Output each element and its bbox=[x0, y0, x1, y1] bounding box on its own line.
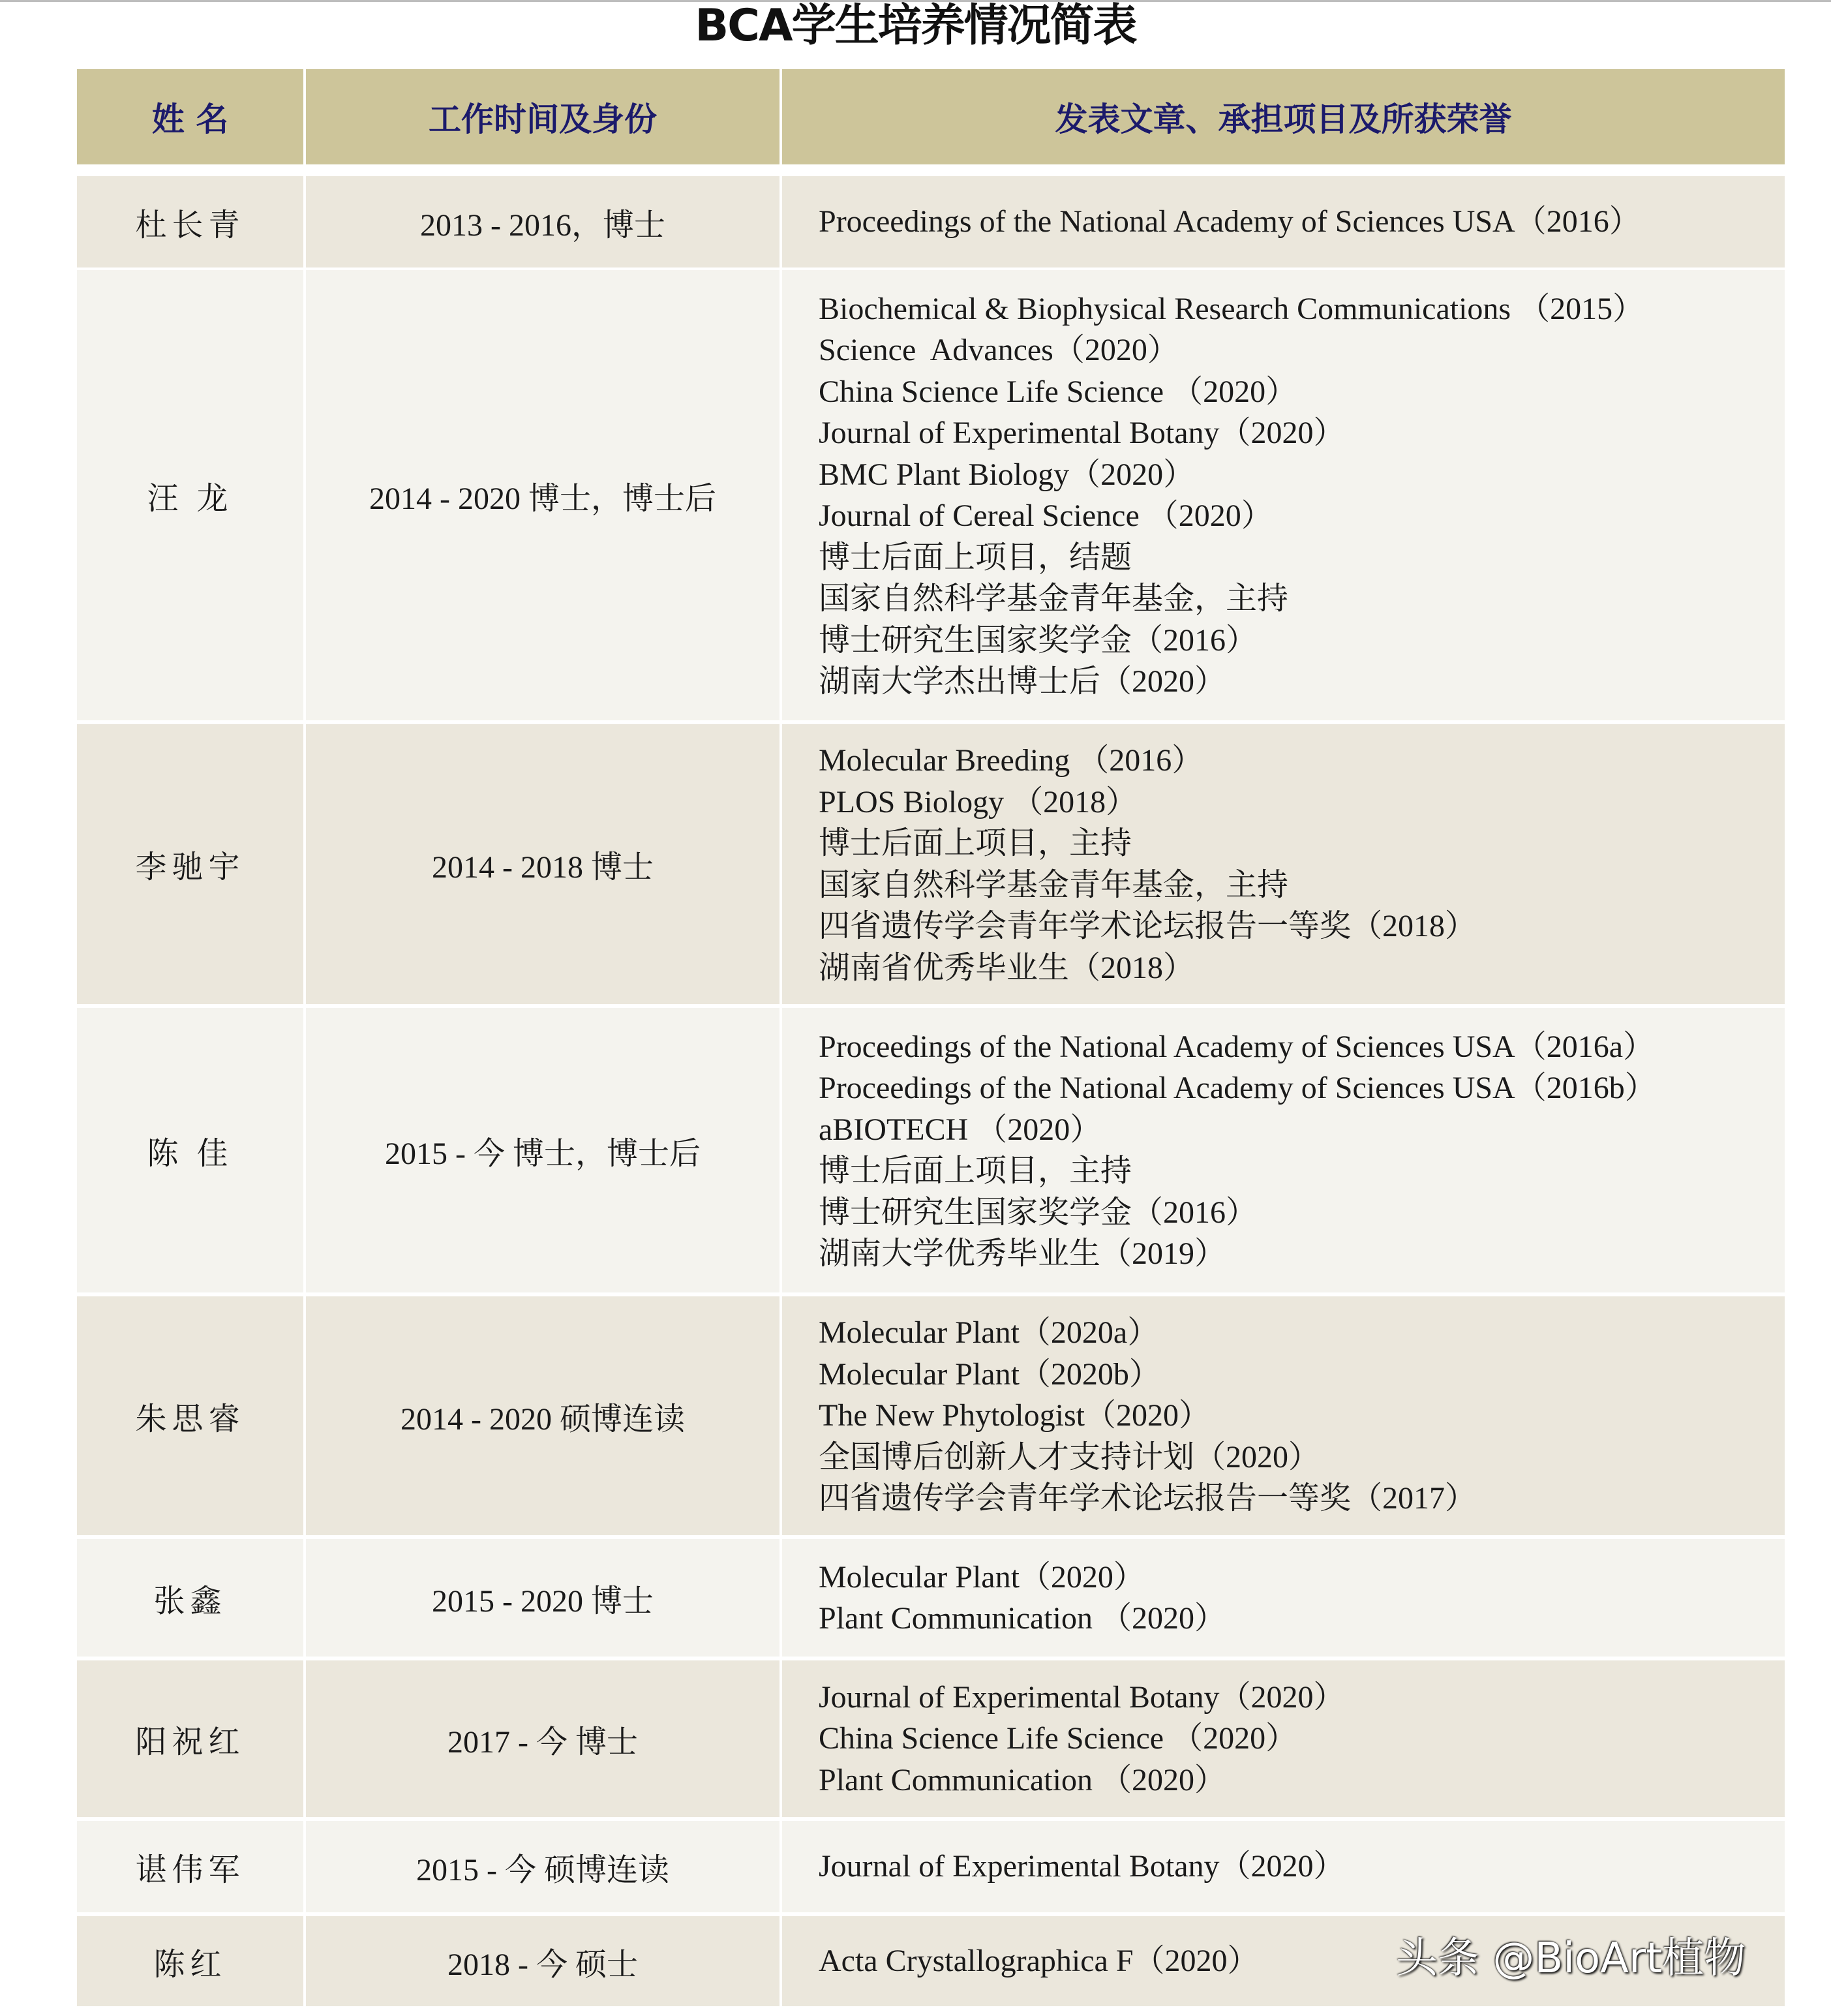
period-role: 2015 - 今 硕博连读 bbox=[306, 1821, 779, 1912]
achievement-item: 湖南省优秀毕业生（2018） bbox=[819, 950, 1195, 985]
achievement-item: 四省遗传学会青年学术论坛报告一等奖（2018） bbox=[819, 909, 1477, 943]
achievements-cell bbox=[782, 1660, 1785, 1817]
period-role: 2017 - 今 博士 bbox=[306, 1660, 779, 1817]
table-row bbox=[77, 270, 1785, 720]
achievement-item: Molecular Plant（2020） bbox=[819, 1559, 1145, 1595]
header-achievements: 发表文章、承担项目及所获荣誉 bbox=[782, 69, 1785, 164]
achievements-cell bbox=[782, 176, 1785, 267]
student-name: 谌伟军 bbox=[77, 1821, 303, 1912]
achievement-item: Journal of Cereal Science （2020） bbox=[819, 498, 1273, 533]
achievement-item: 湖南大学优秀毕业生（2019） bbox=[819, 1236, 1226, 1271]
header-period: 工作时间及身份 bbox=[306, 69, 779, 164]
achievement-item: Journal of Experimental Botany（2020） bbox=[819, 416, 1345, 450]
period-role: 2013 - 2016，博士 bbox=[306, 176, 779, 267]
table-header bbox=[77, 69, 1785, 164]
achievements-cell bbox=[782, 724, 1785, 1004]
achievement-item: Proceedings of the National Academy of Sciences USA（2016） bbox=[819, 204, 1641, 239]
achievement-item: Science Advances（2020） bbox=[819, 333, 1179, 367]
achievement-item: 湖南大学杰出博士后（2020） bbox=[819, 664, 1226, 699]
student-name: 阳祝红 bbox=[77, 1660, 303, 1817]
table-row bbox=[77, 724, 1785, 1004]
period-role: 2014 - 2020 硕博连读 bbox=[306, 1296, 779, 1535]
period-role: 2014 - 2020 博士，博士后 bbox=[306, 270, 779, 720]
achievement-item: 国家自然科学基金青年基金，主持 bbox=[819, 867, 1289, 902]
table-row bbox=[77, 1821, 1785, 1912]
period-role: 2015 - 今 博士，博士后 bbox=[306, 1008, 779, 1292]
achievement-item: 国家自然科学基金青年基金，主持 bbox=[819, 581, 1289, 616]
student-name: 杜长青 bbox=[77, 176, 303, 267]
achievement-item: BMC Plant Biology（2020） bbox=[819, 457, 1195, 492]
achievement-item: 四省遗传学会青年学术论坛报告一等奖（2017） bbox=[819, 1481, 1477, 1516]
achievements-cell bbox=[782, 1008, 1785, 1292]
achievement-item: Proceedings of the National Academy of Sciences USA（2016a） bbox=[819, 1029, 1655, 1064]
period-role: 2018 - 今 硕士 bbox=[306, 1916, 779, 2006]
achievement-item: Proceedings of the National Academy of Sciences USA（2016b） bbox=[819, 1071, 1656, 1105]
achievement-item: Plant Communication （2020） bbox=[819, 1762, 1226, 1797]
achievement-item: China Science Life Science （2020） bbox=[819, 1721, 1297, 1756]
student-name: 汪 龙 bbox=[77, 270, 303, 720]
table-row bbox=[77, 1539, 1785, 1657]
page-title: BCA学生培养情况简表 bbox=[695, 0, 1136, 52]
achievement-item: 博士后面上项目，主持 bbox=[819, 1153, 1132, 1188]
student-name: 陈 佳 bbox=[77, 1008, 303, 1292]
student-name: 陈红 bbox=[77, 1916, 303, 2006]
achievement-item: Plant Communication （2020） bbox=[819, 1601, 1226, 1636]
student-name: 张鑫 bbox=[77, 1539, 303, 1657]
achievement-item: The New Phytologist（2020） bbox=[819, 1398, 1210, 1433]
achievement-item: Molecular Plant（2020a） bbox=[819, 1315, 1159, 1351]
student-name: 李驰宇 bbox=[77, 724, 303, 1004]
achievement-item: PLOS Biology （2018） bbox=[819, 784, 1138, 819]
achievement-item: 博士后面上项目，主持 bbox=[819, 826, 1132, 861]
student-name: 朱思睿 bbox=[77, 1296, 303, 1535]
table-row bbox=[77, 1296, 1785, 1535]
achievement-item: Biochemical & Biophysical Research Communications （2015） bbox=[819, 291, 1644, 326]
period-role: 2014 - 2018 博士 bbox=[306, 724, 779, 1004]
table-row bbox=[77, 1008, 1785, 1292]
achievement-item: Journal of Experimental Botany（2020） bbox=[819, 1679, 1345, 1715]
achievement-item: aBIOTECH （2020） bbox=[819, 1112, 1102, 1147]
achievement-item: Acta Crystallographica F（2020） bbox=[819, 1944, 1259, 1979]
period-role: 2015 - 2020 博士 bbox=[306, 1539, 779, 1657]
achievement-item: 全国博后创新人才支持计划（2020） bbox=[819, 1439, 1320, 1474]
table-row bbox=[77, 176, 1785, 267]
achievements-cell bbox=[782, 1296, 1785, 1535]
achievements-cell bbox=[782, 1539, 1785, 1657]
header-name: 姓 名 bbox=[77, 69, 303, 164]
achievement-item: Molecular Plant（2020b） bbox=[819, 1356, 1160, 1392]
achievement-item: 博士研究生国家奖学金（2016） bbox=[819, 622, 1258, 658]
achievement-item: Molecular Breeding （2016） bbox=[819, 743, 1203, 778]
achievement-item: Journal of Experimental Botany（2020） bbox=[819, 1849, 1345, 1884]
achievement-item: China Science Life Science （2020） bbox=[819, 374, 1297, 409]
achievements-cell bbox=[782, 270, 1785, 720]
watermark: 头条 @BioArt植物 bbox=[1396, 1934, 1746, 1983]
achievement-item: 博士后面上项目，结题 bbox=[819, 540, 1132, 575]
table-row bbox=[77, 1660, 1785, 1817]
achievements-cell bbox=[782, 1821, 1785, 1912]
achievement-item: 博士研究生国家奖学金（2016） bbox=[819, 1195, 1258, 1230]
